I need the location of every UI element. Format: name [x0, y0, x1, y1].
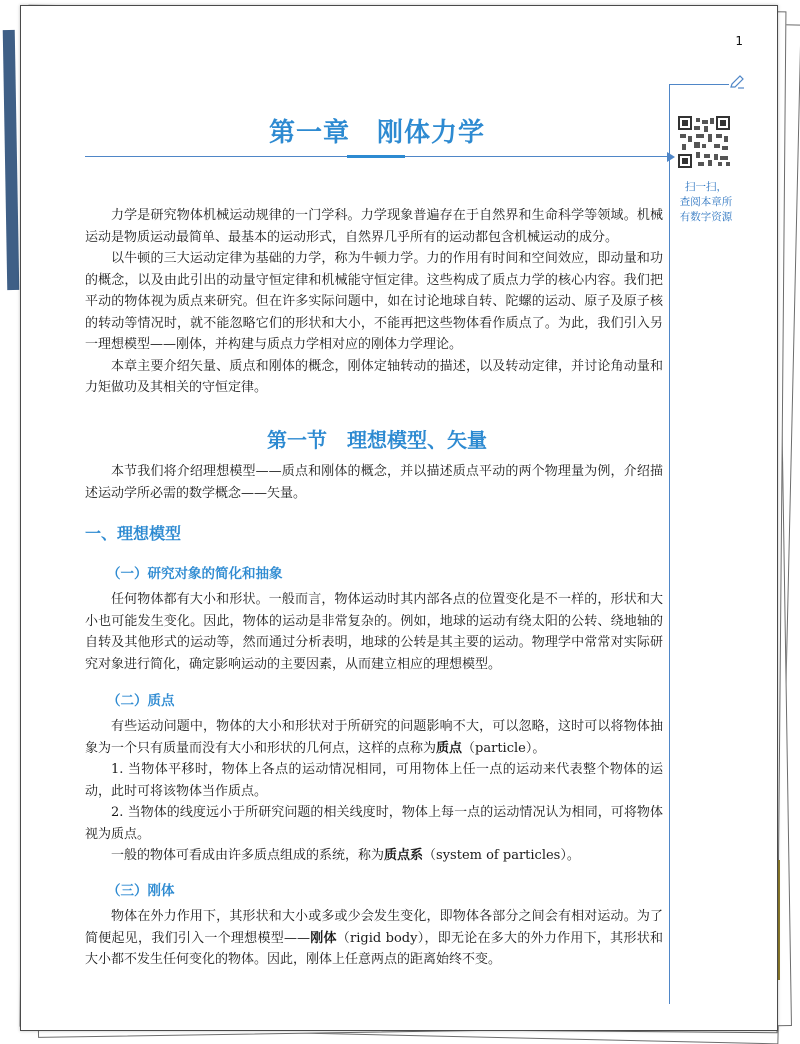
chapter-title-rule-accent — [347, 155, 405, 158]
chapter-rule-arrow — [667, 152, 675, 162]
term-particle: 质点 — [436, 740, 463, 756]
term-system-of-particles: 质点系 — [384, 848, 424, 863]
text-run: 物体在外力作用下，其形状和大小或多或少会发生变化，即物体各部分之间会有相对运动。为了简便起见，我们引入一个理想模型—— — [85, 909, 663, 946]
document-page — [20, 5, 778, 1031]
intro-paragraph: 本章主要介绍矢量、质点和刚体的概念，刚体定轴转动的描述，以及转动定律，并讨论角动量和力矩做功及其相关的守恒定律。 — [85, 358, 663, 395]
qr-caption — [673, 180, 739, 225]
term-rigid-body: 刚体 — [309, 930, 337, 946]
chapter-title: 第一章 刚体力学 — [268, 118, 485, 148]
part2-body — [85, 716, 663, 867]
part2-paragraph-2: 1. 当物体平移时，物体上各点的运动情况相同，可用物体上任一点的运动来代表整个物体的运动，此时可将该物体当作质点。 — [85, 762, 663, 799]
page-number: 1 — [735, 34, 743, 48]
section-title: 第一节 理想模型、矢量 — [267, 428, 487, 452]
margin-top-rule — [669, 84, 729, 85]
part1-paragraph: 任何物体都有大小和形状。一般而言，物体运动时其内部各点的位置变化是不一样的，形状和大小也可能发生变化。因此，物体的运动是非常复杂的。例如，地球的运动有绕太阳的公转、绕地轴的自转及其他形式的运动等，然而通过分析表明，地球的公转是其主要的运动。物理学中常常对实际研究对象进行简化，确定影响运动的主要因素，从而建立相应的理想模型。 — [85, 592, 663, 672]
text-run: （system of particles）。 — [423, 848, 580, 863]
qr-caption-line: 查阅本章所 — [679, 196, 733, 208]
part2-paragraph-4 — [85, 845, 663, 867]
text-run: 一般的物体可看成由许多质点组成的系统，称为 — [111, 848, 385, 863]
qr-caption-line: 扫一扫， — [685, 181, 727, 193]
margin-rule — [669, 84, 670, 1004]
part2-paragraph-1 — [85, 716, 663, 759]
subsection-title: 一、理想模型 — [85, 524, 182, 543]
text-run: （rigid body），即无论在多大的外力作用下，其形状和大小都不发生任何变化的物体。因此，刚体上任意两点的距离始终不变。 — [85, 930, 663, 967]
part2-title: （二）质点 — [107, 693, 175, 709]
intro-paragraph: 以牛顿的三大运动定律为基础的力学，称为牛顿力学。力的作用有时间和空间效应，即动量和功的概念，以及由此引出的动量守恒定律和机械能守恒定律。这些构成了质点力学的核心内容。我们把平动的物体视为质点来研究。但在许多实际问题中，如在讨论地球自转、陀螺的运动、原子及原子核的转动等情况时，就不能忽略它们的形状和大小，不能再把这些物体看作质点了。为此，我们引入另一理想模型——刚体，并构建与质点力学相对应的刚体力学理论。 — [85, 251, 663, 352]
background-book-spine — [3, 30, 20, 290]
part1-title: （一）研究对象的简化和抽象 — [107, 566, 283, 582]
chapter-intro — [85, 205, 663, 399]
part1-body — [85, 589, 663, 675]
qr-code-icon[interactable] — [678, 116, 730, 168]
text-run: 有些运动问题中，物体的大小和形状对于所研究的问题影响不大，可以忽略，这时可以将物体抽象为一个只有质量而没有大小和形状的几何点，这样的点称为 — [85, 719, 663, 756]
intro-paragraph: 力学是研究物体机械运动规律的一门学科。力学现象普遍存在于自然界和生命科学等领域。机械运动是物质运动最简单、最基本的运动形式，自然界几乎所有的运动都包含机械运动的成分。 — [85, 208, 663, 245]
part3-body — [85, 906, 663, 971]
qr-caption-line: 有数字资源 — [679, 211, 733, 223]
section-intro — [85, 461, 663, 504]
text-run: （particle）。 — [462, 740, 546, 756]
part3-title: （三）刚体 — [107, 883, 175, 899]
part2-paragraph-3: 2. 当物体的线度远小于所研究问题的相关线度时，物体上每一点的运动情况认为相同，可将物体视为质点。 — [85, 805, 663, 842]
section-intro-paragraph: 本节我们将介绍理想模型——质点和刚体的概念，并以描述质点平动的两个物理量为例，介绍描述运动学所必需的数学概念——矢量。 — [85, 464, 663, 501]
pencil-icon — [729, 74, 745, 90]
part3-paragraph — [85, 906, 663, 971]
